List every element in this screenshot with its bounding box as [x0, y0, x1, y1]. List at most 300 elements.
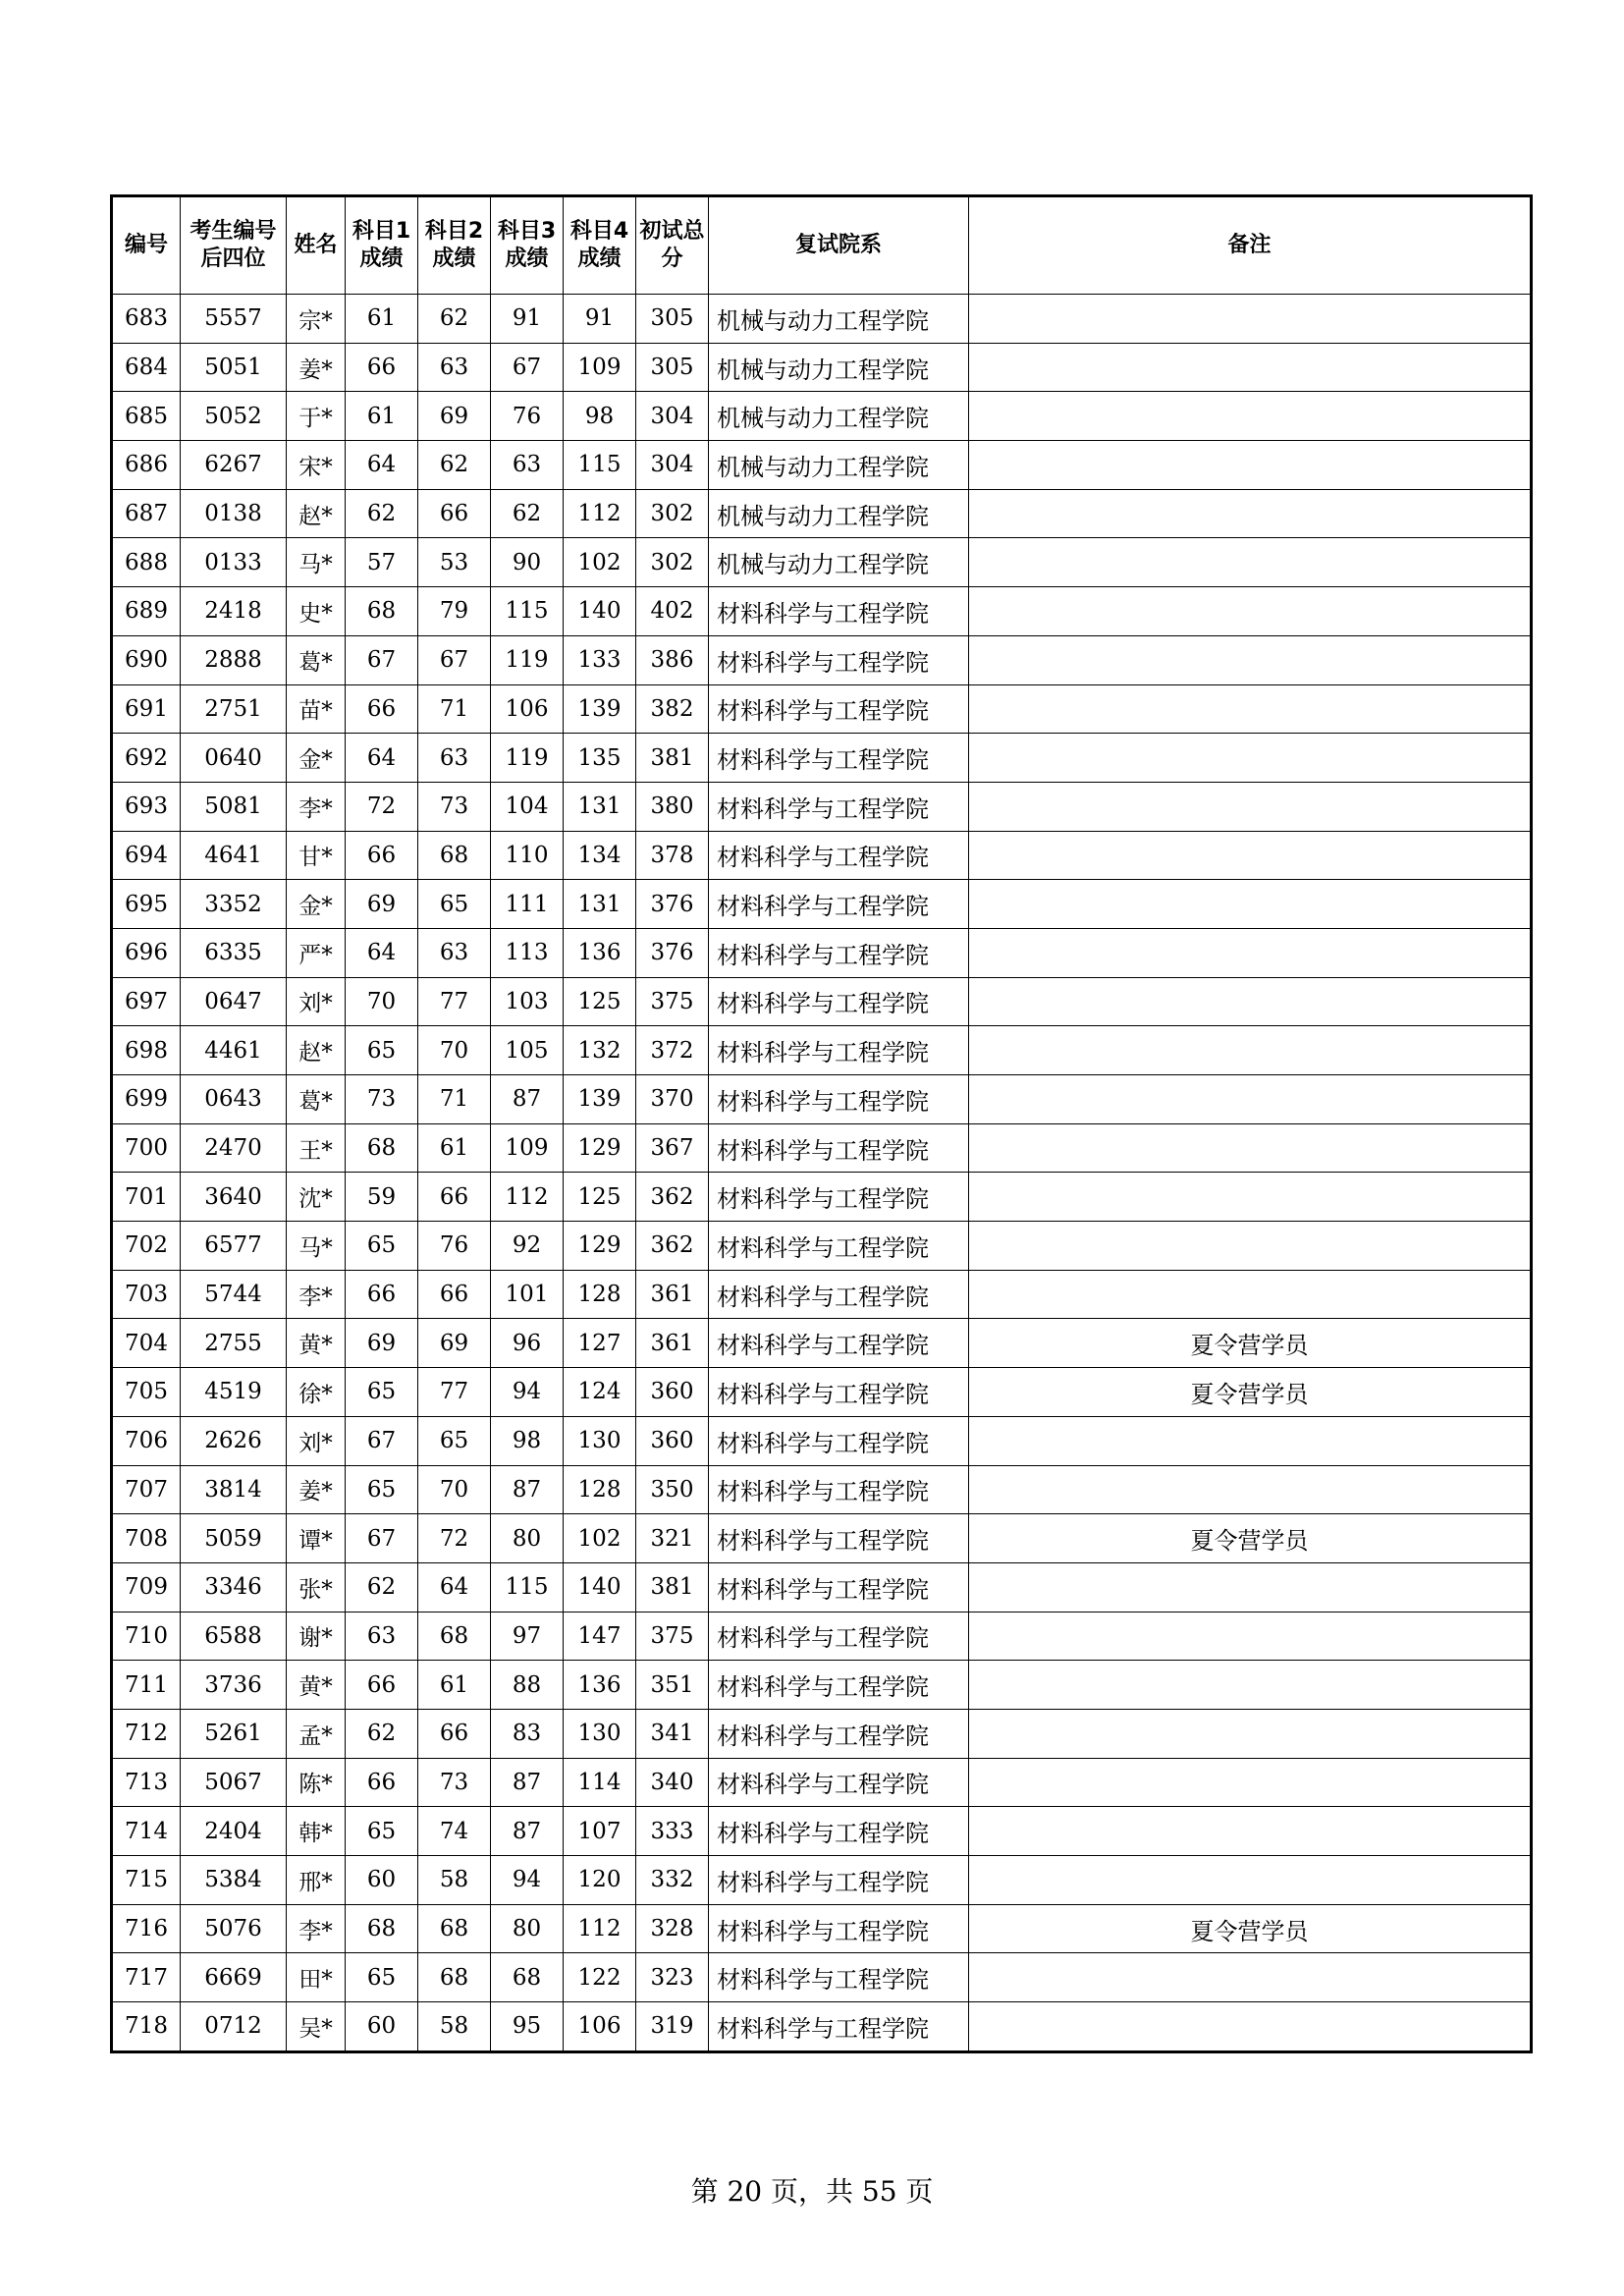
- cell-department: 材料科学与工程学院: [709, 977, 969, 1026]
- cell-number: 684: [112, 343, 181, 392]
- cell-department: 材料科学与工程学院: [709, 1173, 969, 1222]
- cell-total: 321: [636, 1514, 709, 1563]
- cell-department: 材料科学与工程学院: [709, 1368, 969, 1417]
- header-subject-3: 科目3成绩: [491, 196, 564, 295]
- cell-department: 机械与动力工程学院: [709, 295, 969, 344]
- cell-subject-3: 87: [491, 1075, 564, 1124]
- cell-subject-3: 87: [491, 1807, 564, 1856]
- cell-subject-4: 132: [564, 1026, 636, 1075]
- cell-subject-1: 65: [346, 1465, 418, 1514]
- table-row: [112, 441, 1532, 490]
- cell-total: 319: [636, 2002, 709, 2052]
- cell-subject-1: 59: [346, 1173, 418, 1222]
- cell-subject-2: 70: [418, 1026, 491, 1075]
- cell-subject-3: 96: [491, 1319, 564, 1368]
- cell-number: 689: [112, 587, 181, 636]
- table-row: [112, 1661, 1532, 1710]
- table-row: [112, 587, 1532, 636]
- cell-subject-2: 66: [418, 1173, 491, 1222]
- cell-exam-id: 0712: [181, 2002, 287, 2052]
- cell-subject-2: 68: [418, 1953, 491, 2002]
- cell-total: 381: [636, 1562, 709, 1612]
- cell-department: 材料科学与工程学院: [709, 587, 969, 636]
- cell-subject-2: 66: [418, 489, 491, 538]
- cell-subject-4: 129: [564, 1123, 636, 1173]
- cell-subject-2: 64: [418, 1562, 491, 1612]
- cell-total: 323: [636, 1953, 709, 2002]
- table-row: [112, 1222, 1532, 1271]
- cell-subject-1: 57: [346, 538, 418, 587]
- cell-number: 718: [112, 2002, 181, 2052]
- cell-note: [969, 441, 1532, 490]
- cell-department: 机械与动力工程学院: [709, 538, 969, 587]
- cell-name: 葛*: [287, 635, 346, 684]
- cell-subject-3: 87: [491, 1465, 564, 1514]
- cell-exam-id: 5059: [181, 1514, 287, 1563]
- cell-subject-2: 77: [418, 1368, 491, 1417]
- cell-subject-3: 98: [491, 1416, 564, 1465]
- cell-subject-3: 110: [491, 831, 564, 880]
- cell-subject-2: 69: [418, 392, 491, 441]
- cell-number: 695: [112, 880, 181, 929]
- cell-exam-id: 5081: [181, 782, 287, 831]
- cell-subject-4: 134: [564, 831, 636, 880]
- table-row: [112, 1465, 1532, 1514]
- cell-subject-4: 112: [564, 1904, 636, 1953]
- cell-subject-3: 115: [491, 587, 564, 636]
- cell-number: 698: [112, 1026, 181, 1075]
- cell-name: 吴*: [287, 2002, 346, 2052]
- cell-subject-3: 63: [491, 441, 564, 490]
- cell-department: 材料科学与工程学院: [709, 1026, 969, 1075]
- cell-number: 708: [112, 1514, 181, 1563]
- cell-subject-3: 112: [491, 1173, 564, 1222]
- table-row: [112, 1709, 1532, 1758]
- cell-name: 黄*: [287, 1661, 346, 1710]
- cell-total: 350: [636, 1465, 709, 1514]
- cell-total: 341: [636, 1709, 709, 1758]
- cell-exam-id: 2755: [181, 1319, 287, 1368]
- cell-department: 材料科学与工程学院: [709, 782, 969, 831]
- table-row: [112, 1270, 1532, 1319]
- cell-subject-1: 68: [346, 1123, 418, 1173]
- cell-subject-2: 79: [418, 587, 491, 636]
- table-row: [112, 1123, 1532, 1173]
- cell-total: 370: [636, 1075, 709, 1124]
- cell-note: [969, 392, 1532, 441]
- cell-total: 360: [636, 1368, 709, 1417]
- cell-subject-1: 73: [346, 1075, 418, 1124]
- cell-total: 372: [636, 1026, 709, 1075]
- cell-subject-2: 73: [418, 782, 491, 831]
- table-row: [112, 1026, 1532, 1075]
- cell-subject-4: 106: [564, 2002, 636, 2052]
- cell-number: 713: [112, 1758, 181, 1807]
- cell-subject-4: 130: [564, 1709, 636, 1758]
- cell-subject-3: 104: [491, 782, 564, 831]
- cell-number: 701: [112, 1173, 181, 1222]
- cell-note: [969, 1612, 1532, 1661]
- cell-subject-1: 65: [346, 1953, 418, 2002]
- cell-subject-3: 111: [491, 880, 564, 929]
- header-note: 备注: [969, 196, 1532, 295]
- cell-name: 姜*: [287, 343, 346, 392]
- cell-number: 714: [112, 1807, 181, 1856]
- cell-subject-4: 131: [564, 782, 636, 831]
- cell-exam-id: 2888: [181, 635, 287, 684]
- cell-subject-4: 139: [564, 1075, 636, 1124]
- cell-total: 351: [636, 1661, 709, 1710]
- cell-total: 402: [636, 587, 709, 636]
- cell-number: 704: [112, 1319, 181, 1368]
- cell-subject-2: 53: [418, 538, 491, 587]
- cell-subject-3: 119: [491, 635, 564, 684]
- cell-note: [969, 1758, 1532, 1807]
- cell-total: 361: [636, 1319, 709, 1368]
- cell-subject-3: 105: [491, 1026, 564, 1075]
- cell-note: [969, 295, 1532, 344]
- cell-name: 刘*: [287, 1416, 346, 1465]
- cell-subject-4: 139: [564, 684, 636, 734]
- cell-total: 376: [636, 880, 709, 929]
- cell-total: 375: [636, 1612, 709, 1661]
- cell-subject-1: 66: [346, 1661, 418, 1710]
- cell-number: 694: [112, 831, 181, 880]
- cell-exam-id: 0138: [181, 489, 287, 538]
- cell-number: 699: [112, 1075, 181, 1124]
- cell-subject-3: 83: [491, 1709, 564, 1758]
- cell-department: 机械与动力工程学院: [709, 343, 969, 392]
- cell-name: 李*: [287, 1270, 346, 1319]
- cell-name: 韩*: [287, 1807, 346, 1856]
- cell-exam-id: 0643: [181, 1075, 287, 1124]
- cell-department: 机械与动力工程学院: [709, 441, 969, 490]
- cell-subject-4: 125: [564, 977, 636, 1026]
- table-row: [112, 1562, 1532, 1612]
- cell-subject-4: 107: [564, 1807, 636, 1856]
- cell-name: 宋*: [287, 441, 346, 490]
- cell-subject-3: 95: [491, 2002, 564, 2052]
- cell-department: 材料科学与工程学院: [709, 1123, 969, 1173]
- cell-subject-2: 61: [418, 1123, 491, 1173]
- table-row: [112, 1319, 1532, 1368]
- cell-note: [969, 1953, 1532, 2002]
- cell-exam-id: 3352: [181, 880, 287, 929]
- cell-subject-1: 64: [346, 928, 418, 977]
- cell-exam-id: 5744: [181, 1270, 287, 1319]
- cell-subject-4: 98: [564, 392, 636, 441]
- cell-subject-1: 62: [346, 489, 418, 538]
- table-row: [112, 1612, 1532, 1661]
- cell-subject-4: 120: [564, 1856, 636, 1905]
- cell-name: 沈*: [287, 1173, 346, 1222]
- cell-subject-1: 70: [346, 977, 418, 1026]
- cell-total: 367: [636, 1123, 709, 1173]
- cell-note: [969, 1222, 1532, 1271]
- cell-note: [969, 1562, 1532, 1612]
- cell-department: 材料科学与工程学院: [709, 1904, 969, 1953]
- cell-total: 305: [636, 295, 709, 344]
- cell-subject-4: 102: [564, 1514, 636, 1563]
- cell-subject-1: 61: [346, 295, 418, 344]
- cell-subject-1: 64: [346, 734, 418, 783]
- cell-subject-4: 122: [564, 1953, 636, 2002]
- cell-note: [969, 1465, 1532, 1514]
- cell-name: 徐*: [287, 1368, 346, 1417]
- cell-subject-4: 136: [564, 928, 636, 977]
- table-row: [112, 392, 1532, 441]
- cell-total: 340: [636, 1758, 709, 1807]
- cell-department: 材料科学与工程学院: [709, 1416, 969, 1465]
- cell-department: 材料科学与工程学院: [709, 880, 969, 929]
- cell-exam-id: 6267: [181, 441, 287, 490]
- cell-subject-1: 69: [346, 880, 418, 929]
- table-row: [112, 684, 1532, 734]
- cell-subject-1: 60: [346, 2002, 418, 2052]
- table-row: [112, 1807, 1532, 1856]
- cell-subject-4: 140: [564, 1562, 636, 1612]
- table-body: [112, 295, 1532, 2052]
- cell-number: 686: [112, 441, 181, 490]
- cell-exam-id: 3346: [181, 1562, 287, 1612]
- cell-total: 333: [636, 1807, 709, 1856]
- cell-department: 材料科学与工程学院: [709, 734, 969, 783]
- header-department: 复试院系: [709, 196, 969, 295]
- cell-department: 材料科学与工程学院: [709, 2002, 969, 2052]
- cell-total: 382: [636, 684, 709, 734]
- cell-name: 谢*: [287, 1612, 346, 1661]
- cell-number: 707: [112, 1465, 181, 1514]
- page-footer: 第 20 页，共 55 页: [690, 2175, 934, 2208]
- cell-number: 700: [112, 1123, 181, 1173]
- cell-note: [969, 1270, 1532, 1319]
- cell-department: 材料科学与工程学院: [709, 1270, 969, 1319]
- cell-department: 材料科学与工程学院: [709, 831, 969, 880]
- table-row: [112, 295, 1532, 344]
- cell-exam-id: 5384: [181, 1856, 287, 1905]
- cell-subject-1: 60: [346, 1856, 418, 1905]
- cell-total: 304: [636, 441, 709, 490]
- cell-number: 697: [112, 977, 181, 1026]
- cell-subject-1: 66: [346, 343, 418, 392]
- cell-note: [969, 734, 1532, 783]
- cell-number: 712: [112, 1709, 181, 1758]
- cell-number: 716: [112, 1904, 181, 1953]
- cell-total: 304: [636, 392, 709, 441]
- cell-department: 材料科学与工程学院: [709, 1661, 969, 1710]
- cell-name: 金*: [287, 880, 346, 929]
- cell-number: 706: [112, 1416, 181, 1465]
- cell-name: 王*: [287, 1123, 346, 1173]
- cell-subject-4: 109: [564, 343, 636, 392]
- cell-exam-id: 6588: [181, 1612, 287, 1661]
- cell-subject-3: 80: [491, 1904, 564, 1953]
- cell-exam-id: 5051: [181, 343, 287, 392]
- cell-subject-2: 71: [418, 684, 491, 734]
- cell-note: 夏令营学员: [969, 1368, 1532, 1417]
- cell-number: 687: [112, 489, 181, 538]
- cell-total: 378: [636, 831, 709, 880]
- cell-subject-3: 119: [491, 734, 564, 783]
- cell-subject-2: 70: [418, 1465, 491, 1514]
- cell-subject-1: 67: [346, 1416, 418, 1465]
- cell-note: [969, 1416, 1532, 1465]
- cell-name: 陈*: [287, 1758, 346, 1807]
- cell-department: 机械与动力工程学院: [709, 489, 969, 538]
- cell-subject-4: 127: [564, 1319, 636, 1368]
- cell-exam-id: 5076: [181, 1904, 287, 1953]
- cell-subject-1: 65: [346, 1807, 418, 1856]
- cell-note: [969, 538, 1532, 587]
- cell-subject-3: 67: [491, 343, 564, 392]
- cell-subject-3: 87: [491, 1758, 564, 1807]
- cell-subject-4: 124: [564, 1368, 636, 1417]
- cell-subject-4: 131: [564, 880, 636, 929]
- table-row: [112, 538, 1532, 587]
- table-row: [112, 1416, 1532, 1465]
- cell-total: 360: [636, 1416, 709, 1465]
- cell-subject-2: 62: [418, 295, 491, 344]
- cell-subject-4: 115: [564, 441, 636, 490]
- cell-subject-3: 115: [491, 1562, 564, 1612]
- cell-subject-4: 102: [564, 538, 636, 587]
- cell-number: 715: [112, 1856, 181, 1905]
- table-header-row: [112, 196, 1532, 295]
- cell-number: 688: [112, 538, 181, 587]
- table-row: [112, 343, 1532, 392]
- cell-number: 696: [112, 928, 181, 977]
- cell-name: 李*: [287, 782, 346, 831]
- table-row: [112, 1856, 1532, 1905]
- cell-number: 690: [112, 635, 181, 684]
- cell-department: 材料科学与工程学院: [709, 1612, 969, 1661]
- cell-department: 材料科学与工程学院: [709, 1465, 969, 1514]
- cell-name: 谭*: [287, 1514, 346, 1563]
- cell-subject-1: 66: [346, 1270, 418, 1319]
- cell-note: [969, 928, 1532, 977]
- cell-subject-2: 67: [418, 635, 491, 684]
- cell-subject-1: 62: [346, 1709, 418, 1758]
- cell-name: 于*: [287, 392, 346, 441]
- cell-subject-4: 125: [564, 1173, 636, 1222]
- cell-subject-3: 94: [491, 1856, 564, 1905]
- cell-exam-id: 5557: [181, 295, 287, 344]
- table-row: [112, 1368, 1532, 1417]
- table-row: [112, 977, 1532, 1026]
- cell-subject-4: 112: [564, 489, 636, 538]
- cell-department: 材料科学与工程学院: [709, 1709, 969, 1758]
- cell-subject-1: 62: [346, 1562, 418, 1612]
- cell-subject-3: 94: [491, 1368, 564, 1417]
- table-row: [112, 734, 1532, 783]
- table-row: [112, 1075, 1532, 1124]
- cell-exam-id: 6577: [181, 1222, 287, 1271]
- header-name: 姓名: [287, 196, 346, 295]
- cell-name: 史*: [287, 587, 346, 636]
- cell-subject-3: 103: [491, 977, 564, 1026]
- cell-name: 严*: [287, 928, 346, 977]
- cell-name: 张*: [287, 1562, 346, 1612]
- cell-number: 685: [112, 392, 181, 441]
- cell-total: 362: [636, 1222, 709, 1271]
- cell-note: [969, 1123, 1532, 1173]
- cell-note: [969, 831, 1532, 880]
- cell-subject-4: 147: [564, 1612, 636, 1661]
- table-row: [112, 489, 1532, 538]
- cell-exam-id: 2470: [181, 1123, 287, 1173]
- cell-note: [969, 587, 1532, 636]
- cell-department: 材料科学与工程学院: [709, 1222, 969, 1271]
- cell-name: 宗*: [287, 295, 346, 344]
- cell-department: 材料科学与工程学院: [709, 928, 969, 977]
- cell-exam-id: 5067: [181, 1758, 287, 1807]
- cell-subject-3: 113: [491, 928, 564, 977]
- cell-exam-id: 3814: [181, 1465, 287, 1514]
- cell-subject-3: 91: [491, 295, 564, 344]
- cell-subject-3: 109: [491, 1123, 564, 1173]
- cell-department: 材料科学与工程学院: [709, 635, 969, 684]
- cell-total: 361: [636, 1270, 709, 1319]
- cell-note: [969, 2002, 1532, 2052]
- cell-subject-3: 80: [491, 1514, 564, 1563]
- cell-subject-3: 101: [491, 1270, 564, 1319]
- cell-subject-4: 140: [564, 587, 636, 636]
- cell-exam-id: 2404: [181, 1807, 287, 1856]
- cell-subject-3: 97: [491, 1612, 564, 1661]
- cell-name: 赵*: [287, 489, 346, 538]
- cell-subject-1: 68: [346, 1904, 418, 1953]
- cell-subject-1: 68: [346, 587, 418, 636]
- cell-name: 孟*: [287, 1709, 346, 1758]
- cell-subject-2: 73: [418, 1758, 491, 1807]
- cell-subject-1: 61: [346, 392, 418, 441]
- cell-subject-2: 62: [418, 441, 491, 490]
- cell-subject-1: 65: [346, 1368, 418, 1417]
- cell-exam-id: 3640: [181, 1173, 287, 1222]
- cell-subject-3: 92: [491, 1222, 564, 1271]
- cell-department: 材料科学与工程学院: [709, 684, 969, 734]
- header-total: 初试总分: [636, 196, 709, 295]
- cell-name: 赵*: [287, 1026, 346, 1075]
- table-row: [112, 1758, 1532, 1807]
- cell-subject-2: 63: [418, 928, 491, 977]
- cell-note: [969, 489, 1532, 538]
- cell-subject-4: 133: [564, 635, 636, 684]
- cell-subject-1: 67: [346, 635, 418, 684]
- cell-exam-id: 6669: [181, 1953, 287, 2002]
- cell-subject-2: 68: [418, 1612, 491, 1661]
- cell-note: [969, 1075, 1532, 1124]
- cell-subject-4: 114: [564, 1758, 636, 1807]
- cell-subject-3: 90: [491, 538, 564, 587]
- cell-total: 302: [636, 538, 709, 587]
- cell-name: 金*: [287, 734, 346, 783]
- cell-exam-id: 4461: [181, 1026, 287, 1075]
- cell-subject-2: 68: [418, 831, 491, 880]
- cell-department: 材料科学与工程学院: [709, 1758, 969, 1807]
- cell-subject-4: 130: [564, 1416, 636, 1465]
- cell-subject-2: 63: [418, 734, 491, 783]
- cell-name: 葛*: [287, 1075, 346, 1124]
- cell-total: 375: [636, 977, 709, 1026]
- cell-note: [969, 977, 1532, 1026]
- cell-exam-id: 5052: [181, 392, 287, 441]
- cell-number: 693: [112, 782, 181, 831]
- cell-name: 马*: [287, 538, 346, 587]
- cell-department: 材料科学与工程学院: [709, 1514, 969, 1563]
- cell-subject-4: 135: [564, 734, 636, 783]
- cell-note: [969, 880, 1532, 929]
